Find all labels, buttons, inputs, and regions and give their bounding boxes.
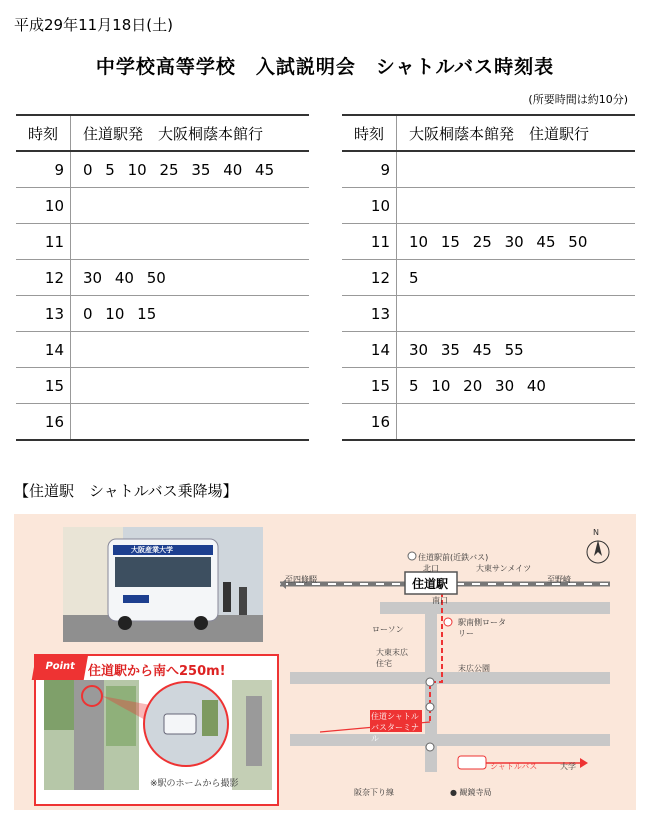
bus-photo bbox=[63, 527, 263, 642]
minutes-cell: 10 15 25 30 45 50 bbox=[397, 224, 636, 260]
hour-cell: 14 bbox=[16, 332, 71, 368]
table-row bbox=[342, 368, 635, 404]
hour-cell: 12 bbox=[342, 260, 397, 296]
hanna-line-label: 阪奈下り線 bbox=[354, 788, 394, 797]
table-row bbox=[342, 151, 635, 188]
minutes-cell bbox=[397, 188, 636, 224]
station-map bbox=[280, 522, 632, 806]
hour-cell: 16 bbox=[342, 404, 397, 441]
hour-cell: 10 bbox=[342, 188, 397, 224]
hour-cell: 16 bbox=[16, 404, 71, 441]
table-row bbox=[16, 188, 309, 224]
table-row bbox=[16, 296, 309, 332]
kankyo-label: ● 観鏡寺局 bbox=[450, 788, 492, 797]
minutes-cell: 5 10 20 30 40 bbox=[397, 368, 636, 404]
travel-time-note: (所要時間は約10分) bbox=[528, 93, 628, 106]
minutes-cell: 0 5 10 25 35 40 45 bbox=[71, 151, 310, 188]
station-label: 住道駅 bbox=[412, 577, 449, 591]
route-header: 大阪桐蔭本館発 住道駅行 bbox=[397, 115, 636, 151]
photo-caption: ※駅のホームから撮影 bbox=[150, 779, 239, 789]
table-row bbox=[16, 332, 309, 368]
table-row bbox=[342, 332, 635, 368]
timetable-outbound bbox=[16, 114, 309, 441]
minutes-cell bbox=[71, 332, 310, 368]
table-row bbox=[16, 368, 309, 404]
south-exit-label: 南口 bbox=[432, 596, 448, 605]
table-row bbox=[342, 404, 635, 441]
date-text: 平成29年11月18日(土) bbox=[14, 16, 173, 34]
hour-cell: 9 bbox=[16, 151, 71, 188]
hour-cell: 12 bbox=[16, 260, 71, 296]
minutes-cell: 5 bbox=[397, 260, 636, 296]
hour-header: 時刻 bbox=[342, 115, 397, 151]
minutes-cell: 30 40 50 bbox=[71, 260, 310, 296]
terminal-label: 住道シャトルバスターミナル bbox=[371, 712, 419, 743]
bus-destination-sign: 大阪産業大学 bbox=[131, 546, 173, 554]
minutes-cell: 30 35 45 55 bbox=[397, 332, 636, 368]
route-header: 住道駅発 大阪桐蔭本館行 bbox=[71, 115, 310, 151]
hour-cell: 13 bbox=[16, 296, 71, 332]
rotary-label: 駅南側ロータリー bbox=[458, 618, 506, 638]
sunmates-label: 大東サンメイツ bbox=[476, 564, 532, 573]
shijonawate-label: 至四條畷 bbox=[285, 575, 317, 584]
north-label: N bbox=[593, 528, 599, 537]
table-row bbox=[16, 404, 309, 441]
shuttle-label: シャトルバス bbox=[490, 762, 538, 771]
housing-label: 大東末広住宅 bbox=[376, 648, 408, 668]
map-section-heading: 【住道駅 シャトルバス乗降場】 bbox=[14, 482, 238, 500]
university-label: 大学 bbox=[560, 762, 576, 771]
hour-cell: 11 bbox=[342, 224, 397, 260]
park-label: 末広公園 bbox=[458, 664, 490, 673]
minutes-cell bbox=[71, 404, 310, 441]
lawson-label: ローソン bbox=[372, 625, 404, 634]
minutes-cell bbox=[71, 188, 310, 224]
minutes-cell bbox=[397, 404, 636, 441]
table-row bbox=[16, 224, 309, 260]
hour-cell: 11 bbox=[16, 224, 71, 260]
hour-header: 時刻 bbox=[16, 115, 71, 151]
bus-stop-label: 住道駅前(近鉄バス) bbox=[418, 553, 489, 562]
timetable-return bbox=[342, 114, 635, 441]
table-row bbox=[16, 260, 309, 296]
minutes-cell bbox=[397, 151, 636, 188]
table-row bbox=[342, 188, 635, 224]
hour-cell: 14 bbox=[342, 332, 397, 368]
table-row bbox=[342, 296, 635, 332]
hour-cell: 15 bbox=[342, 368, 397, 404]
point-heading: 住道駅から南へ250m! bbox=[88, 664, 226, 679]
point-tag: Point bbox=[32, 654, 89, 680]
minutes-cell: 0 10 15 bbox=[71, 296, 310, 332]
table-row bbox=[342, 260, 635, 296]
hour-cell: 15 bbox=[16, 368, 71, 404]
page-title: 中学校高等学校 入試説明会 シャトルバス時刻表 bbox=[95, 56, 555, 78]
minutes-cell bbox=[71, 368, 310, 404]
minutes-cell bbox=[397, 296, 636, 332]
hour-cell: 9 bbox=[342, 151, 397, 188]
table-row bbox=[342, 224, 635, 260]
hour-cell: 13 bbox=[342, 296, 397, 332]
nozaki-label: 至野崎 bbox=[547, 575, 571, 584]
hour-cell: 10 bbox=[16, 188, 71, 224]
north-exit-label: 北口 bbox=[423, 564, 439, 573]
minutes-cell bbox=[71, 224, 310, 260]
table-row bbox=[16, 151, 309, 188]
